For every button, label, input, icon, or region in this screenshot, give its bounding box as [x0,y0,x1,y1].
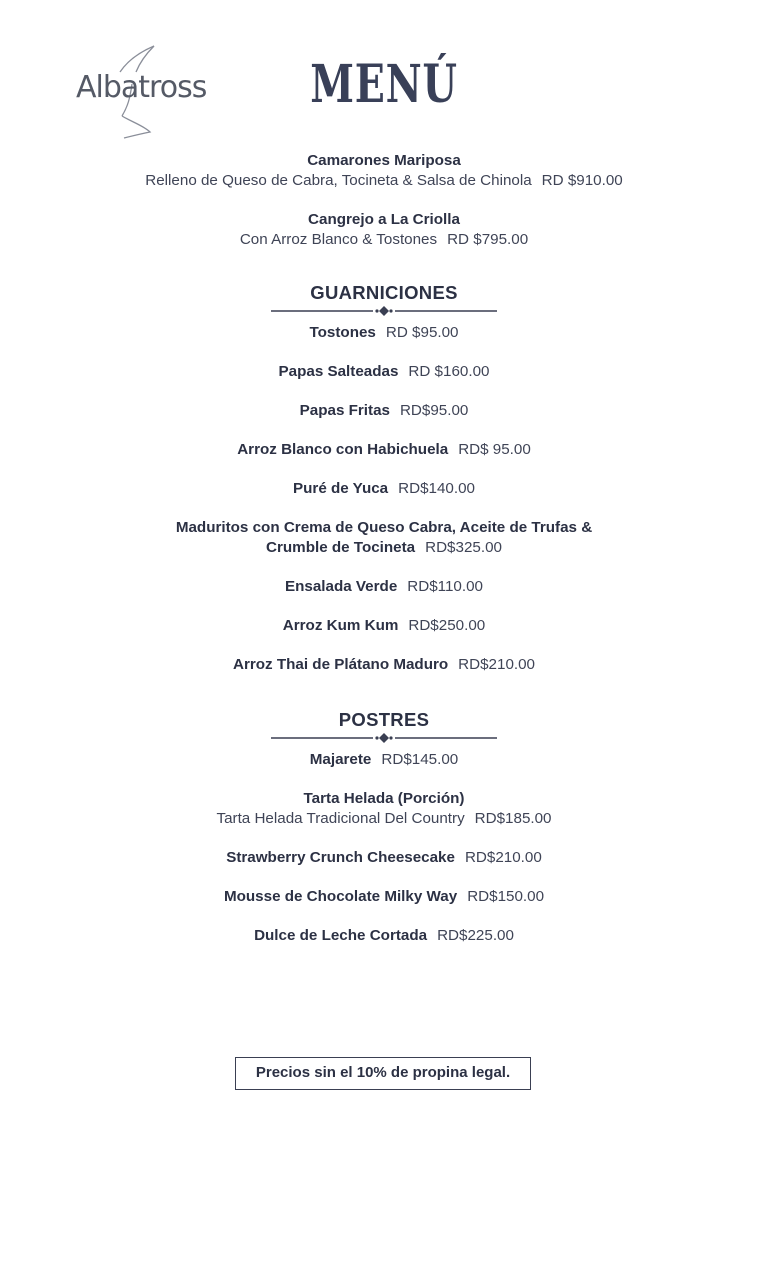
list-item [0,616,768,636]
item-price: RD$250.00 [408,617,486,634]
item-name: Papas Fritas [299,402,390,419]
featured-item [0,151,768,191]
list-item [0,887,768,907]
item-price: RD$225.00 [437,927,514,944]
item-description: Con Arroz Blanco & Tostones [239,231,438,248]
item-price: RD $95.00 [385,324,459,341]
item-name: Mousse de Chocolate Milky Way [223,888,458,905]
item-price: RD$140.00 [398,480,475,497]
item-price: RD$210.00 [464,849,542,866]
section-title-postres: POSTRES [338,709,430,730]
item-name: Camarones Mariposa [307,152,461,169]
menu-content [0,151,768,965]
item-name: Ensalada Verde [284,578,398,595]
list-item [0,848,768,868]
item-name: Arroz Kum Kum [282,617,399,634]
list-item [0,323,768,343]
item-name: Tarta Helada (Porción) [303,790,465,807]
list-item [0,789,768,829]
section-divider [269,305,499,317]
item-description: Tarta Helada Tradicional Del Country [216,810,465,827]
list-item [0,401,768,421]
item-price: RD$185.00 [474,810,552,827]
item-price: RD$325.00 [425,539,502,556]
list-item [0,518,768,558]
brand-name: Albatross [76,70,207,105]
item-name: Arroz Thai de Plátano Maduro [232,656,449,673]
item-description: Relleno de Queso de Cabra, Tocineta & Salsa de Chinola [145,172,532,189]
item-name: Papas Salteadas [278,363,399,380]
section-divider [269,732,499,744]
section-title-guarniciones: GUARNICIONES [310,282,458,303]
list-item [0,655,768,675]
item-name: Crumble de Tocineta [266,539,416,556]
item-name: Dulce de Leche Cortada [254,927,428,944]
item-price: RD$95.00 [399,402,469,419]
item-price: RD$150.00 [467,888,545,905]
featured-item [0,210,768,250]
item-price: RD $910.00 [541,172,623,189]
list-item [0,577,768,597]
item-name: Strawberry Crunch Cheesecake [226,849,455,866]
item-name: Tostones [309,324,376,341]
list-item [0,926,768,946]
list-item [0,440,768,460]
list-item [0,479,768,499]
tip-note: Precios sin el 10% de propina legal. [235,1057,531,1090]
item-price: RD$210.00 [458,656,536,673]
item-price: RD$110.00 [407,578,483,595]
item-price: RD$ 95.00 [458,441,531,458]
item-name: Majarete [309,751,372,768]
list-item [0,362,768,382]
item-price: RD $160.00 [408,363,490,380]
item-name: Cangrejo a La Criolla [308,211,460,228]
page-title: MENÚ [310,54,458,115]
item-name: Arroz Blanco con Habichuela [237,441,449,458]
list-item [0,750,768,770]
item-price: RD$145.00 [381,751,459,768]
item-price: RD $795.00 [447,231,529,248]
item-name: Puré de Yuca [293,480,389,497]
item-name: Maduritos con Crema de Queso Cabra, Aceite de Trufas & [175,519,593,536]
